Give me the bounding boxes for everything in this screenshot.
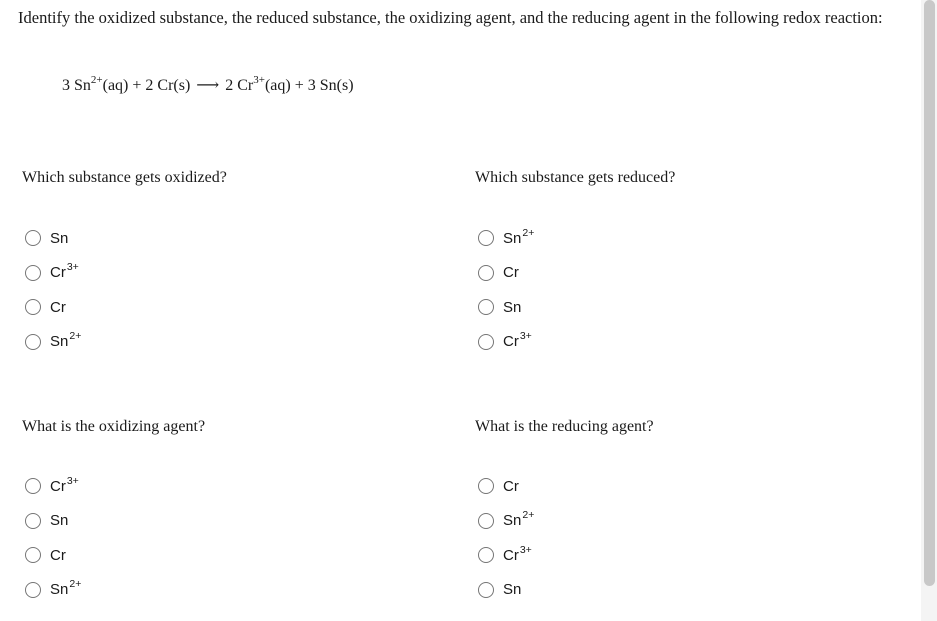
option-label: Sn: [50, 229, 69, 247]
equation-product-1-charge: 3+: [253, 74, 265, 86]
option-label: Cr: [503, 477, 519, 495]
instructions-text: Identify the oxidized substance, the reduced substance, the oxidizing agent, and the reducing agent in the following redox reaction:: [18, 8, 883, 27]
option-charge: 2+: [522, 226, 535, 239]
option-label: Sn: [503, 298, 522, 316]
option-reduced-3[interactable]: [478, 290, 534, 325]
options-reduced: [478, 221, 534, 359]
vertical-scrollbar[interactable]: [921, 0, 937, 621]
option-label: Sn: [503, 581, 522, 599]
option-oxidized-2[interactable]: [25, 256, 81, 291]
radio-button-icon[interactable]: [478, 334, 494, 350]
equation-reactant-rest: (aq) + 2 Cr(s): [102, 77, 191, 94]
scrollbar-thumb[interactable]: [924, 0, 935, 586]
radio-button-icon[interactable]: [478, 547, 494, 563]
option-charge: 3+: [519, 330, 532, 343]
option-charge: 3+: [66, 474, 79, 487]
option-oxidizing-agent-2[interactable]: [25, 504, 81, 539]
option-oxidized-1[interactable]: [25, 221, 81, 256]
redox-equation: [62, 75, 354, 95]
options-reducing-agent: [478, 469, 534, 607]
option-charge: 2+: [522, 509, 535, 522]
option-label: Cr: [50, 264, 66, 282]
radio-button-icon[interactable]: [478, 513, 494, 529]
option-charge: 3+: [66, 261, 79, 274]
radio-button-icon[interactable]: [25, 299, 41, 315]
option-label: Cr: [503, 333, 519, 351]
option-reducing-agent-1[interactable]: [478, 469, 534, 504]
radio-button-icon[interactable]: [25, 230, 41, 246]
option-oxidized-4[interactable]: [25, 325, 81, 360]
equation-product-1: 2 Cr: [225, 77, 254, 94]
option-charge: 3+: [519, 543, 532, 556]
radio-button-icon[interactable]: [478, 478, 494, 494]
radio-button-icon[interactable]: [25, 265, 41, 281]
equation-reactant-1-charge: 2+: [90, 74, 103, 86]
option-reducing-agent-4[interactable]: [478, 573, 534, 608]
radio-button-icon[interactable]: [25, 478, 41, 494]
equation-product-rest: (aq) + 3 Sn(s): [264, 77, 354, 94]
option-label: Sn: [50, 581, 69, 599]
radio-button-icon[interactable]: [25, 582, 41, 598]
question-reduced: Which substance gets reduced?: [475, 169, 676, 186]
option-oxidizing-agent-3[interactable]: [25, 538, 81, 573]
radio-button-icon[interactable]: [25, 334, 41, 350]
option-oxidizing-agent-1[interactable]: [25, 469, 81, 504]
option-reducing-agent-2[interactable]: [478, 504, 534, 539]
option-reducing-agent-3[interactable]: [478, 538, 534, 573]
radio-button-icon[interactable]: [478, 582, 494, 598]
option-label: Cr: [50, 298, 66, 316]
option-reduced-4[interactable]: [478, 325, 534, 360]
option-label: Sn: [50, 333, 69, 351]
radio-button-icon[interactable]: [478, 230, 494, 246]
option-label: Cr: [50, 477, 66, 495]
question-reducing-agent: What is the reducing agent?: [475, 418, 654, 435]
option-reduced-1[interactable]: [478, 221, 534, 256]
option-label: Sn: [503, 229, 522, 247]
option-reduced-2[interactable]: [478, 256, 534, 291]
question-oxidized: Which substance gets oxidized?: [22, 169, 227, 186]
option-oxidizing-agent-4[interactable]: [25, 573, 81, 608]
option-label: Cr: [503, 264, 519, 282]
option-label: Cr: [503, 546, 519, 564]
radio-button-icon[interactable]: [25, 513, 41, 529]
option-charge: 2+: [69, 578, 82, 591]
options-oxidizing-agent: [25, 469, 81, 607]
option-label: Cr: [50, 546, 66, 564]
option-label: Sn: [503, 512, 522, 530]
question-oxidizing-agent: What is the oxidizing agent?: [22, 418, 206, 435]
radio-button-icon[interactable]: [25, 547, 41, 563]
option-label: Sn: [50, 512, 69, 530]
reaction-arrow-icon: ⟶: [196, 77, 220, 94]
options-oxidized: [25, 221, 81, 359]
option-charge: 2+: [69, 330, 82, 343]
equation-reactant-1: 3 Sn: [62, 77, 91, 94]
option-oxidized-3[interactable]: [25, 290, 81, 325]
radio-button-icon[interactable]: [478, 299, 494, 315]
radio-button-icon[interactable]: [478, 265, 494, 281]
